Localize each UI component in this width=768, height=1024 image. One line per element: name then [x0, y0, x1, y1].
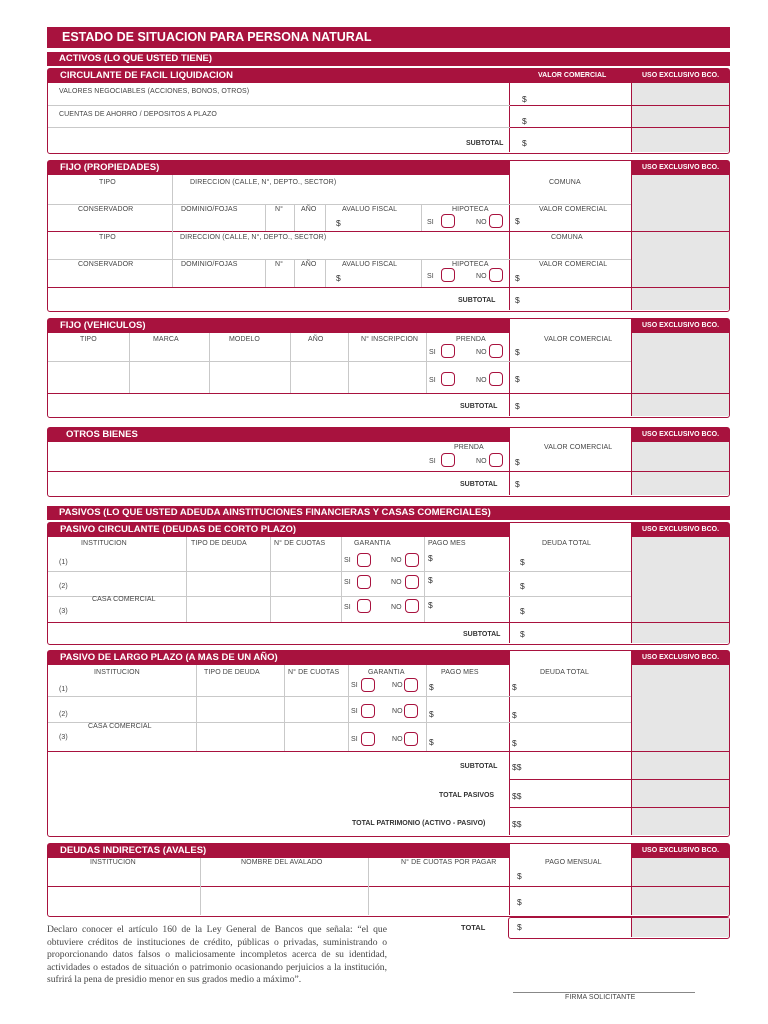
- currency-sign: $: [515, 457, 520, 467]
- col-prenda: PRENDA: [454, 444, 484, 451]
- currency-sign: $: [515, 374, 520, 384]
- garantia-no-checkbox[interactable]: [404, 704, 418, 718]
- garantia-no-checkbox[interactable]: [405, 575, 419, 589]
- currency-sign: $: [428, 575, 433, 585]
- section-header: PASIVO CIRCULANTE (DEUDAS DE CORTO PLAZO): [48, 523, 510, 537]
- currency-sign: $: [512, 710, 517, 720]
- uso-exclusivo-header: USO EXCLUSIVO BCO.: [642, 526, 720, 533]
- si-label: SI: [351, 736, 358, 743]
- row-number: (3): [59, 734, 68, 741]
- col-comuna: COMUNA: [549, 179, 581, 186]
- casa-comercial-label: CASA COMERCIAL: [88, 723, 152, 730]
- no-label: NO: [391, 557, 402, 564]
- firma-label: FIRMA SOLICITANTE: [565, 994, 636, 1001]
- subtotal-label: SUBTOTAL: [458, 297, 496, 304]
- col-garantia: GARANTIA: [368, 669, 405, 676]
- section-header: FIJO (VEHICULOS): [48, 319, 510, 333]
- declaration-text: Declaro conocer el artículo 160 de la Ley General de Bancos que señala: “el que obtuviere créditos de instituciones de crédito, públicas o privadas, suministrando o proporcionando datos falsos o maliciosamente incompletos acerca de su identidad, actividades o estados de situación o patrimonio ocasionando perjuicios a la institución, sufrirá la pena de presidio menor en sus grados medio a máximo”.: [47, 924, 387, 986]
- col-avaluo: AVALUO FISCAL: [342, 206, 398, 213]
- currency-sign: $: [336, 218, 341, 228]
- prenda-no-checkbox[interactable]: [489, 372, 503, 386]
- col-cuotas: N° DE CUOTAS: [274, 540, 326, 547]
- no-label: NO: [476, 219, 487, 226]
- col-anio: AÑO: [301, 206, 317, 213]
- col-direccion: DIRECCION (CALLE, N°, DEPTO., SECTOR): [180, 234, 327, 241]
- subtotal-label: SUBTOTAL: [460, 763, 498, 770]
- currency-sign: $: [515, 295, 520, 305]
- col-hipoteca: HIPOTECA: [452, 206, 489, 213]
- section-header: FIJO (PROPIEDADES): [48, 161, 510, 175]
- section-pasivo-largo-plazo: [47, 650, 730, 837]
- section-header: CIRCULANTE DE FACIL LIQUIDACION: [48, 69, 510, 83]
- si-label: SI: [429, 349, 436, 356]
- garantia-si-checkbox[interactable]: [357, 553, 371, 567]
- currency-sign: $: [515, 401, 520, 411]
- currency-sign: $: [515, 347, 520, 357]
- garantia-no-checkbox[interactable]: [405, 599, 419, 613]
- currency-double: $$: [512, 791, 522, 801]
- currency-sign: $: [428, 600, 433, 610]
- uso-exclusivo-header: USO EXCLUSIVO BCO.: [642, 322, 720, 329]
- valor-comercial-header: VALOR COMERCIAL: [538, 72, 607, 79]
- currency-double: $$: [512, 819, 522, 829]
- col-anio: AÑO: [301, 261, 317, 268]
- currency-sign: $: [429, 737, 434, 747]
- col-valor-comercial: VALOR COMERCIAL: [544, 336, 613, 343]
- total-label: TOTAL: [461, 923, 486, 932]
- col-tipo: TIPO: [99, 234, 116, 241]
- garantia-no-checkbox[interactable]: [404, 732, 418, 746]
- col-inscripcion: N° INSCRIPCION: [361, 336, 419, 343]
- section-otros-bienes: [47, 427, 730, 497]
- section-fijo-vehiculos: [47, 318, 730, 418]
- col-conservador: CONSERVADOR: [78, 206, 134, 213]
- garantia-si-checkbox[interactable]: [357, 575, 371, 589]
- uso-exclusivo-header: USO EXCLUSIVO BCO.: [642, 847, 720, 854]
- uso-exclusivo-header: USO EXCLUSIVO BCO.: [642, 431, 720, 438]
- col-prenda: PRENDA: [456, 336, 486, 343]
- row-number: (1): [59, 559, 68, 566]
- col-avaluo: AVALUO FISCAL: [342, 261, 398, 268]
- col-pago-mes: PAGO MES: [441, 669, 479, 676]
- si-label: SI: [429, 377, 436, 384]
- si-label: SI: [427, 219, 434, 226]
- garantia-si-checkbox[interactable]: [361, 732, 375, 746]
- col-modelo: MODELO: [229, 336, 260, 343]
- col-cuotas: N° DE CUOTAS POR PAGAR: [401, 859, 497, 866]
- col-deuda-total: DEUDA TOTAL: [540, 669, 589, 676]
- currency-sign: $: [520, 557, 525, 567]
- signature-line[interactable]: [513, 992, 695, 993]
- row-number: (1): [59, 686, 68, 693]
- currency-sign: $: [517, 897, 522, 907]
- si-label: SI: [344, 579, 351, 586]
- currency-sign: $: [429, 682, 434, 692]
- garantia-si-checkbox[interactable]: [357, 599, 371, 613]
- garantia-si-checkbox[interactable]: [361, 704, 375, 718]
- subtotal-label: SUBTOTAL: [466, 140, 504, 147]
- no-label: NO: [476, 273, 487, 280]
- col-direccion: DIRECCION (CALLE, N°, DEPTO., SECTOR): [190, 179, 337, 186]
- col-institucion: INSTITUCION: [90, 859, 136, 866]
- col-tipo: TIPO: [99, 179, 116, 186]
- row-number: (3): [59, 608, 68, 615]
- total-box: [508, 917, 730, 939]
- currency-sign: $: [522, 116, 527, 126]
- si-label: SI: [429, 458, 436, 465]
- currency-sign: $: [512, 738, 517, 748]
- currency-sign: $: [512, 682, 517, 692]
- section-circulante: [47, 68, 730, 154]
- uso-exclusivo-header: USO EXCLUSIVO BCO.: [642, 654, 720, 661]
- hipoteca-no-checkbox[interactable]: [489, 268, 503, 282]
- col-institucion: INSTITUCION: [94, 669, 140, 676]
- currency-sign: $: [515, 216, 520, 226]
- currency-sign: $: [520, 629, 525, 639]
- currency-sign: $: [517, 871, 522, 881]
- section-header: PASIVO DE LARGO PLAZO (A MAS DE UN AÑO): [48, 651, 510, 665]
- pasivos-header: PASIVOS (LO QUE USTED ADEUDA AINSTITUCIONES FINANCIERAS Y CASAS COMERCIALES): [47, 506, 730, 520]
- row-label: CUENTAS DE AHORRO / DEPOSITOS A PLAZO: [59, 111, 217, 118]
- col-dominio: DOMINIO/FOJAS: [181, 261, 238, 268]
- hipoteca-si-checkbox[interactable]: [441, 268, 455, 282]
- subtotal-label: SUBTOTAL: [463, 631, 501, 638]
- currency-sign: $: [520, 581, 525, 591]
- currency-sign: $: [515, 273, 520, 283]
- currency-sign: $: [336, 273, 341, 283]
- prenda-no-checkbox[interactable]: [489, 344, 503, 358]
- row-number: (2): [59, 583, 68, 590]
- col-marca: MARCA: [153, 336, 179, 343]
- currency-sign: $: [520, 606, 525, 616]
- garantia-no-checkbox[interactable]: [405, 553, 419, 567]
- si-label: SI: [427, 273, 434, 280]
- prenda-si-checkbox[interactable]: [441, 344, 455, 358]
- no-label: NO: [392, 708, 403, 715]
- section-pasivo-circulante: [47, 522, 730, 645]
- no-label: NO: [392, 736, 403, 743]
- col-dominio: DOMINIO/FOJAS: [181, 206, 238, 213]
- col-cuotas: N° DE CUOTAS: [288, 669, 340, 676]
- col-tipo-deuda: TIPO DE DEUDA: [204, 669, 260, 676]
- si-label: SI: [351, 708, 358, 715]
- col-institucion: INSTITUCION: [81, 540, 127, 547]
- col-conservador: CONSERVADOR: [78, 261, 134, 268]
- no-label: NO: [392, 682, 403, 689]
- col-valor-comercial: VALOR COMERCIAL: [539, 206, 608, 213]
- col-pago-mes: PAGO MES: [428, 540, 466, 547]
- section-header: OTROS BIENES: [48, 428, 510, 442]
- no-label: NO: [391, 604, 402, 611]
- form-title: ESTADO DE SITUACION PARA PERSONA NATURAL: [47, 27, 730, 48]
- garantia-si-checkbox[interactable]: [361, 678, 375, 692]
- total-pasivos-label: TOTAL PASIVOS: [439, 792, 495, 799]
- subtotal-label: SUBTOTAL: [460, 481, 498, 488]
- casa-comercial-label: CASA COMERCIAL: [92, 596, 156, 603]
- section-deudas-indirectas: [47, 843, 730, 917]
- currency-sign: $: [429, 709, 434, 719]
- col-comuna: COMUNA: [551, 234, 583, 241]
- currency-sign: $: [517, 922, 522, 932]
- prenda-si-checkbox[interactable]: [441, 372, 455, 386]
- section-header: DEUDAS INDIRECTAS (AVALES): [48, 844, 510, 858]
- no-label: NO: [391, 579, 402, 586]
- col-hipoteca: HIPOTECA: [452, 261, 489, 268]
- currency-sign: $: [522, 138, 527, 148]
- currency-double: $$: [512, 762, 522, 772]
- prenda-no-checkbox[interactable]: [489, 453, 503, 467]
- col-anio: AÑO: [308, 336, 324, 343]
- prenda-si-checkbox[interactable]: [441, 453, 455, 467]
- hipoteca-no-checkbox[interactable]: [489, 214, 503, 228]
- col-pago-mensual: PAGO MENSUAL: [545, 859, 602, 866]
- col-tipo: TIPO: [80, 336, 97, 343]
- si-label: SI: [351, 682, 358, 689]
- no-label: NO: [476, 458, 487, 465]
- col-numero: N°: [275, 206, 284, 213]
- row-number: (2): [59, 711, 68, 718]
- currency-sign: $: [515, 479, 520, 489]
- uso-exclusivo-header: USO EXCLUSIVO BCO.: [642, 164, 720, 171]
- col-valor-comercial: VALOR COMERCIAL: [544, 444, 613, 451]
- hipoteca-si-checkbox[interactable]: [441, 214, 455, 228]
- no-label: NO: [476, 377, 487, 384]
- currency-sign: $: [522, 94, 527, 104]
- subtotal-label: SUBTOTAL: [460, 403, 498, 410]
- currency-sign: $: [428, 553, 433, 563]
- col-avalado: NOMBRE DEL AVALADO: [241, 859, 323, 866]
- row-label: VALORES NEGOCIABLES (ACCIONES, BONOS, OTROS): [59, 88, 250, 95]
- section-fijo-propiedades: [47, 160, 730, 312]
- col-deuda-total: DEUDA TOTAL: [542, 540, 591, 547]
- col-numero: N°: [275, 261, 284, 268]
- total-patrimonio-label: TOTAL PATRIMONIO (ACTIVO - PASIVO): [352, 820, 486, 827]
- garantia-no-checkbox[interactable]: [404, 678, 418, 692]
- col-valor-comercial: VALOR COMERCIAL: [539, 261, 608, 268]
- si-label: SI: [344, 557, 351, 564]
- no-label: NO: [476, 349, 487, 356]
- activos-header: ACTIVOS (LO QUE USTED TIENE): [47, 52, 730, 66]
- uso-exclusivo-header: USO EXCLUSIVO BCO.: [642, 72, 720, 79]
- col-tipo-deuda: TIPO DE DEUDA: [191, 540, 247, 547]
- si-label: SI: [344, 604, 351, 611]
- col-garantia: GARANTIA: [354, 540, 391, 547]
